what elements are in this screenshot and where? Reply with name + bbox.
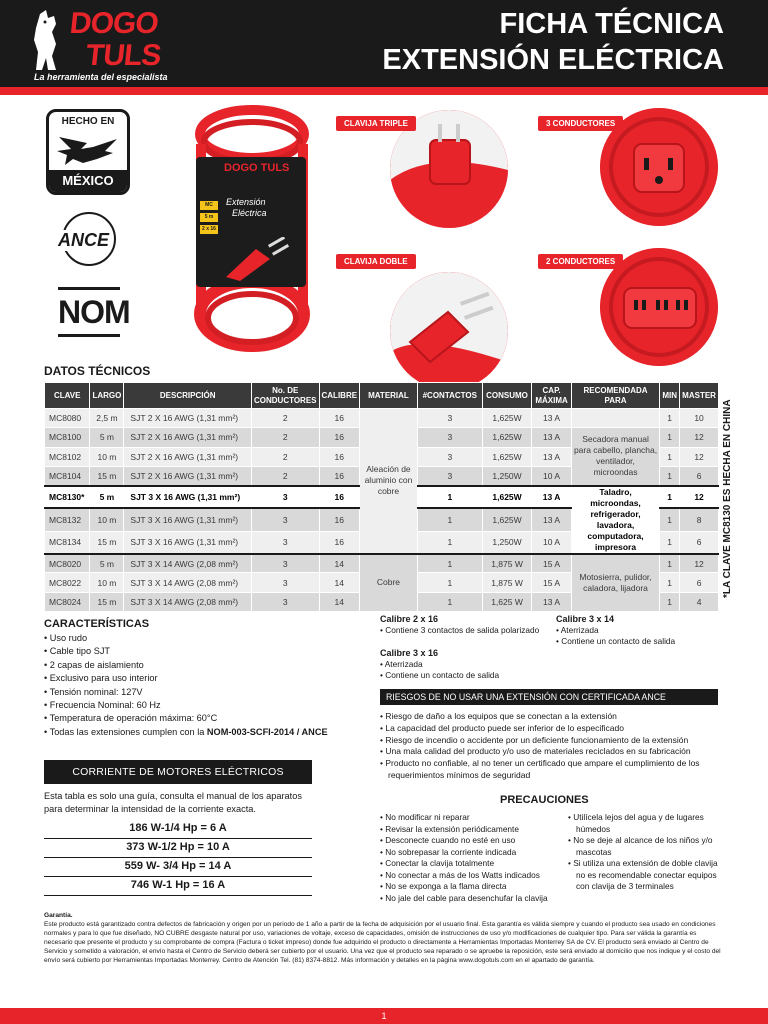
detail-clavija-doble — [336, 248, 516, 372]
table-cell: 1 — [660, 466, 680, 485]
page-number: 1 — [0, 1008, 768, 1024]
table-cell: 13 A — [532, 409, 572, 428]
table-cell: 2 — [251, 466, 319, 485]
list-item: • No sobrepasar la corriente indicada — [380, 847, 564, 859]
detail-label: 2 CONDUCTORES — [538, 254, 623, 269]
table-cell: 3 — [251, 554, 319, 573]
calibre-item: • Contiene un contacto de salida — [380, 670, 499, 681]
detail-label: CLAVIJA TRIPLE — [336, 116, 416, 131]
table-cell: 15 m — [90, 592, 124, 611]
detail-2-conductores — [538, 248, 720, 372]
list-item: • La capacidad del producto puede ser inferior de lo especificado — [380, 723, 718, 735]
table-cell: 1,625W — [482, 428, 531, 447]
calibre-title: Calibre 3 x 16 — [380, 648, 439, 658]
table-cell: SJT 3 X 14 AWG (2,08 mm²) — [124, 592, 252, 611]
table-cell: 1,625W — [482, 409, 531, 428]
motores-note: Esta tabla es solo una guía, consulta el manual de los aparatos para determinar la intensidad de la corriente exacta. — [44, 791, 302, 814]
table-cell: MC8020 — [45, 554, 90, 573]
table-cell: 1 — [660, 428, 680, 447]
list-item: • Tensión nominal: 127V — [44, 686, 328, 699]
list-item: • Producto no confiable, al no tener un certificado que ampare el cumplimiento de los requerimientos mínimos de seguridad — [380, 758, 718, 782]
header-accent-bar — [0, 87, 768, 95]
table-cell: SJT 3 X 16 AWG (1,31 mm²) — [124, 486, 252, 509]
table-header-cell: DESCRIPCIÓN — [124, 383, 252, 409]
list-item: • No jale del cable para desenchufar la clavija — [380, 893, 564, 905]
table-cell: 13 A — [532, 592, 572, 611]
packaging-name-line1: Extensión — [226, 197, 266, 207]
calibre-item: • Aterrizada — [556, 625, 675, 636]
calibre-item: • Aterrizada — [380, 659, 499, 670]
calibre-item: • Contiene 3 contactos de salida polarizado — [380, 625, 539, 636]
table-cell: 2 — [251, 447, 319, 466]
product-packaging-label — [196, 157, 306, 287]
table-cell: 1 — [660, 486, 680, 509]
calibre-title: Calibre 2 x 16 — [380, 614, 439, 624]
table-cell: MC8102 — [45, 447, 90, 466]
table-cell: MC8132 — [45, 508, 90, 531]
table-cell: 6 — [680, 466, 719, 485]
caracteristicas-title: CARACTERÍSTICAS — [44, 618, 150, 630]
table-cell: 10 A — [532, 531, 572, 554]
table-cell: 6 — [680, 573, 719, 592]
table-cell: 1,250W — [482, 466, 531, 485]
table-cell: 5 m — [90, 428, 124, 447]
list-item: • Frecuencia Nominal: 60 Hz — [44, 699, 328, 712]
table-cell: 3 — [251, 486, 319, 509]
table-header-cell: LARGO — [90, 383, 124, 409]
table-cell: 10 m — [90, 508, 124, 531]
table-cell: 16 — [319, 428, 360, 447]
list-item: • 2 capas de aislamiento — [44, 659, 328, 672]
table-cell: 12 — [680, 428, 719, 447]
table-cell: 3 — [417, 447, 482, 466]
table-cell: 1 — [660, 554, 680, 573]
table-cell: 15 m — [90, 531, 124, 554]
table-cell: 3 — [417, 466, 482, 485]
table-cell: MC8130* — [45, 486, 90, 509]
page-title-line1: FICHA TÉCNICA — [499, 8, 724, 40]
list-item: • Riesgo de daño a los equipos que se conectan a la extensión — [380, 711, 718, 723]
table-header-cell: CONSUMO — [482, 383, 531, 409]
precauciones-list-right — [568, 812, 724, 893]
table-cell: 12 — [680, 486, 719, 509]
table-cell: 2,5 m — [90, 409, 124, 428]
table-cell: 15 A — [532, 554, 572, 573]
recommended-cell: Motosierra, pulidor, caladora, lijadora — [571, 554, 659, 612]
motor-row: 186 W-1/4 Hp = 6 A — [44, 820, 312, 839]
calibre-2x16 — [380, 614, 539, 636]
specs-header-row — [45, 383, 719, 409]
list-item: • No se deje al alcance de los niños y/o mascotas — [568, 835, 724, 858]
table-cell: 1,875 W — [482, 573, 531, 592]
table-cell: MC8134 — [45, 531, 90, 554]
table-cell: 10 — [680, 409, 719, 428]
ance-label: ANCE — [58, 230, 110, 250]
list-item: • Utilícela lejos del agua y de lugares húmedos — [568, 812, 724, 835]
precauciones-list-left — [380, 812, 564, 904]
table-cell: SJT 3 X 14 AWG (2,08 mm²) — [124, 573, 252, 592]
list-item: • Si utiliza una extensión de doble clavija no es recomendable conectar equipos con clavija de 3 terminales — [568, 858, 724, 893]
table-cell: 13 A — [532, 486, 572, 509]
table-cell: 1 — [660, 447, 680, 466]
table-cell: 6 — [680, 531, 719, 554]
specs-table — [44, 382, 719, 612]
table-cell: 15 A — [532, 573, 572, 592]
list-item: • No modificar ni reparar — [380, 812, 564, 824]
table-cell: 8 — [680, 508, 719, 531]
brand-name-line2: TULS — [84, 39, 163, 72]
table-cell: 1,250W — [482, 531, 531, 554]
riesgos-list — [380, 711, 718, 782]
table-cell: 13 A — [532, 508, 572, 531]
nom-reference: NOM-003-SCFI-2014 / ANCE — [206, 726, 328, 737]
table-cell: 16 — [319, 447, 360, 466]
brand-name-line1: DOGO — [68, 7, 160, 40]
list-item: • Revisar la extensión periódicamente — [380, 824, 564, 836]
table-cell: 1 — [417, 573, 482, 592]
seal-top-text: HECHO EN — [61, 116, 115, 127]
table-cell: MC8022 — [45, 573, 90, 592]
table-cell: 1 — [417, 508, 482, 531]
packaging-chip-length: 5 m — [200, 213, 218, 222]
table-cell: 2 — [251, 409, 319, 428]
table-cell: SJT 2 X 16 AWG (1,31 mm²) — [124, 428, 252, 447]
table-header-cell: RECOMENDADA PARA — [571, 383, 659, 409]
hecho-en-mexico-seal — [46, 109, 130, 195]
motor-row: 559 W- 3/4 Hp = 14 A — [44, 858, 312, 877]
table-cell: SJT 2 X 16 AWG (1,31 mm²) — [124, 409, 252, 428]
table-cell: 1 — [417, 486, 482, 509]
table-cell: SJT 2 X 16 AWG (1,31 mm²) — [124, 466, 252, 485]
list-item: • Conectar la clavija totalmente — [380, 858, 564, 870]
table-cell: 10 A — [532, 466, 572, 485]
calibre-3x16 — [380, 648, 499, 681]
table-cell: 1 — [660, 531, 680, 554]
detail-label: 3 CONDUCTORES — [538, 116, 623, 131]
table-cell: 16 — [319, 508, 360, 531]
brand-tagline: La herramienta del especialista — [34, 72, 168, 82]
recommended-cell: Secadora manual para cabello, plancha, ventilador, microondas — [571, 428, 659, 486]
table-cell: 3 — [417, 409, 482, 428]
calibre-title: Calibre 3 x 14 — [556, 614, 615, 624]
brand-logo — [26, 8, 176, 84]
table-cell: 15 m — [90, 466, 124, 485]
precauciones-title: PRECAUCIONES — [500, 794, 589, 806]
material-cell: Aleación de aluminio con cobre — [360, 409, 418, 554]
table-row — [45, 409, 719, 428]
table-cell: 13 A — [532, 447, 572, 466]
recommended-cell — [571, 409, 659, 428]
table-cell: 1,625 W — [482, 592, 531, 611]
garantia-text: Este producto está garantizado contra defectos de fabricación y origen por un periodo de 1 año a partir de la fecha de adquisición por el usuario final. Esta garantía es válida siempre y cuando el producto sea usado en condiciones normales y para lo que fue diseñado, NO CUBRE desgaste natural por uso, variaciones de voltaje, exceso de capacidades, omisión de instrucciones de uso y/o modificaciones de cualquier tipo. Para ser válida la garantía es necesario que presente el producto y su comprobante de compra (Factura o ticket impreso) donde fue adquirido el producto o directamente a Herramientas Importadas Monterrey SA de CV. El producto será enviado al Centro de Servicio y sometido a valoración, el envío hasta el Centro de Servicio deberá ser cubierto por el usuario. Una vez que el producto sea reparado o se apruebe la reposición, este será enviado al domicilio que nos indique y el costo del envío será cubierto por Herramientas Importadas Monterrey. Centro de Atención Tel. (81) 8374-8812. Más información y detalles en la página www.dogotuls.com en el apartado de garantía. — [44, 921, 721, 964]
list-item: • Una mala calidad del producto y/o uso de materiales reciclados en su fabricación — [380, 746, 718, 758]
detail-3-conductores — [538, 108, 720, 228]
specs-body — [45, 409, 719, 612]
table-header-cell: #CONTACTOS — [417, 383, 482, 409]
table-cell: SJT 3 X 16 AWG (1,31 mm²) — [124, 508, 252, 531]
datos-tecnicos-title: DATOS TÉCNICOS — [44, 364, 151, 378]
table-cell: 14 — [319, 573, 360, 592]
packaging-chip-model: MC — [200, 201, 218, 210]
table-cell: MC8080 — [45, 409, 90, 428]
table-cell: MC8104 — [45, 466, 90, 485]
table-cell: 2 — [251, 428, 319, 447]
table-cell: 1,625W — [482, 508, 531, 531]
list-item: • Riesgo de incendio o accidente por un deficiente funcionamiento de la extensión — [380, 735, 718, 747]
list-item: • Exclusivo para uso interior — [44, 672, 328, 685]
packaging-chip-gauge: 2 x 16 — [200, 225, 218, 234]
recommended-cell: Taladro, microondas, refrigerador, lavadora, computadora, impresora — [571, 486, 659, 554]
list-item — [44, 726, 328, 739]
table-header-cell: CAP. MÁXIMA — [532, 383, 572, 409]
garantia-section — [44, 911, 724, 965]
table-cell: 1 — [660, 409, 680, 428]
nom-certification: NOM — [58, 287, 120, 337]
table-cell: 1 — [660, 592, 680, 611]
list-item: • Uso rudo — [44, 632, 328, 645]
list-item: • No conectar a más de los Watts indicados — [380, 870, 564, 882]
page-title-line2: EXTENSIÓN ELÉCTRICA — [382, 44, 724, 76]
table-cell: SJT 3 X 14 AWG (2,08 mm²) — [124, 554, 252, 573]
table-cell: 16 — [319, 486, 360, 509]
table-header-cell: MIN — [660, 383, 680, 409]
packaging-name-line2: Eléctrica — [232, 208, 267, 218]
table-cell: 5 m — [90, 486, 124, 509]
riesgos-title: RIESGOS DE NO USAR UNA EXTENSIÓN CON CERTIFICADA ANCE — [380, 689, 718, 705]
dog-logo-icon — [30, 10, 66, 76]
table-cell: 1,625W — [482, 486, 531, 509]
table-cell: 3 — [251, 573, 319, 592]
double-plug-icon — [390, 272, 508, 390]
table-cell: 3 — [417, 428, 482, 447]
table-cell: 10 m — [90, 573, 124, 592]
list-item: • Desconecte cuando no esté en uso — [380, 835, 564, 847]
motores-table — [44, 820, 312, 896]
material-cell: Cobre — [360, 554, 418, 612]
table-cell: 4 — [680, 592, 719, 611]
calibre-3x14 — [556, 614, 675, 647]
table-cell: 16 — [319, 531, 360, 554]
seal-bottom-text: MÉXICO — [49, 170, 127, 192]
motor-row: 746 W-1 Hp = 16 A — [44, 877, 312, 896]
table-cell: 10 m — [90, 447, 124, 466]
table-header-cell: No. DE CONDUCTORES — [251, 383, 319, 409]
table-cell: 1 — [417, 554, 482, 573]
motor-row: 373 W-1/2 Hp = 10 A — [44, 839, 312, 858]
table-cell: SJT 2 X 16 AWG (1,31 mm²) — [124, 447, 252, 466]
garantia-title: Garantía. — [44, 912, 73, 919]
list-item: • No se exponga a la flama directa — [380, 881, 564, 893]
table-cell: 3 — [251, 592, 319, 611]
table-cell: 14 — [319, 554, 360, 573]
table-cell: 13 A — [532, 428, 572, 447]
table-cell: 3 — [251, 508, 319, 531]
list-item-text: Todas las extensiones cumplen con la — [49, 726, 207, 737]
packaging-brand: DOGO TULS — [224, 162, 290, 174]
table-cell: SJT 3 X 16 AWG (1,31 mm²) — [124, 531, 252, 554]
table-cell: 3 — [251, 531, 319, 554]
table-cell: 1 — [417, 531, 482, 554]
table-header-cell: CLAVE — [45, 383, 90, 409]
detail-clavija-triple — [336, 110, 516, 210]
table-cell: 1 — [417, 592, 482, 611]
table-header-cell: MASTER — [680, 383, 719, 409]
table-cell: 16 — [319, 409, 360, 428]
table-cell: 5 m — [90, 554, 124, 573]
table-cell: 12 — [680, 447, 719, 466]
detail-label: CLAVIJA DOBLE — [336, 254, 416, 269]
ance-certification — [52, 212, 120, 270]
calibre-item: • Contiene un contacto de salida — [556, 636, 675, 647]
table-cell: MC8100 — [45, 428, 90, 447]
motores-title: CORRIENTE DE MOTORES ELÉCTRICOS — [44, 760, 312, 784]
table-cell: 1 — [660, 508, 680, 531]
table-cell: 14 — [319, 592, 360, 611]
table-header-cell: CALIBRE — [319, 383, 360, 409]
list-item: • Temperatura de operación máxima: 60°C — [44, 712, 328, 725]
made-in-china-note: *LA CLAVE MC8130 ES HECHA EN CHINA — [722, 399, 733, 598]
table-header-cell: MATERIAL — [360, 383, 418, 409]
plug-icon — [216, 237, 296, 282]
header — [0, 0, 768, 87]
table-row — [45, 554, 719, 573]
table-cell: 16 — [319, 466, 360, 485]
eagle-icon — [53, 129, 123, 169]
list-item: • Cable tipo SJT — [44, 645, 328, 658]
table-cell: 12 — [680, 554, 719, 573]
table-cell: 1,625W — [482, 447, 531, 466]
table-cell: MC8024 — [45, 592, 90, 611]
table-cell: 1 — [660, 573, 680, 592]
table-cell: 1,875 W — [482, 554, 531, 573]
caracteristicas-list — [44, 632, 328, 739]
